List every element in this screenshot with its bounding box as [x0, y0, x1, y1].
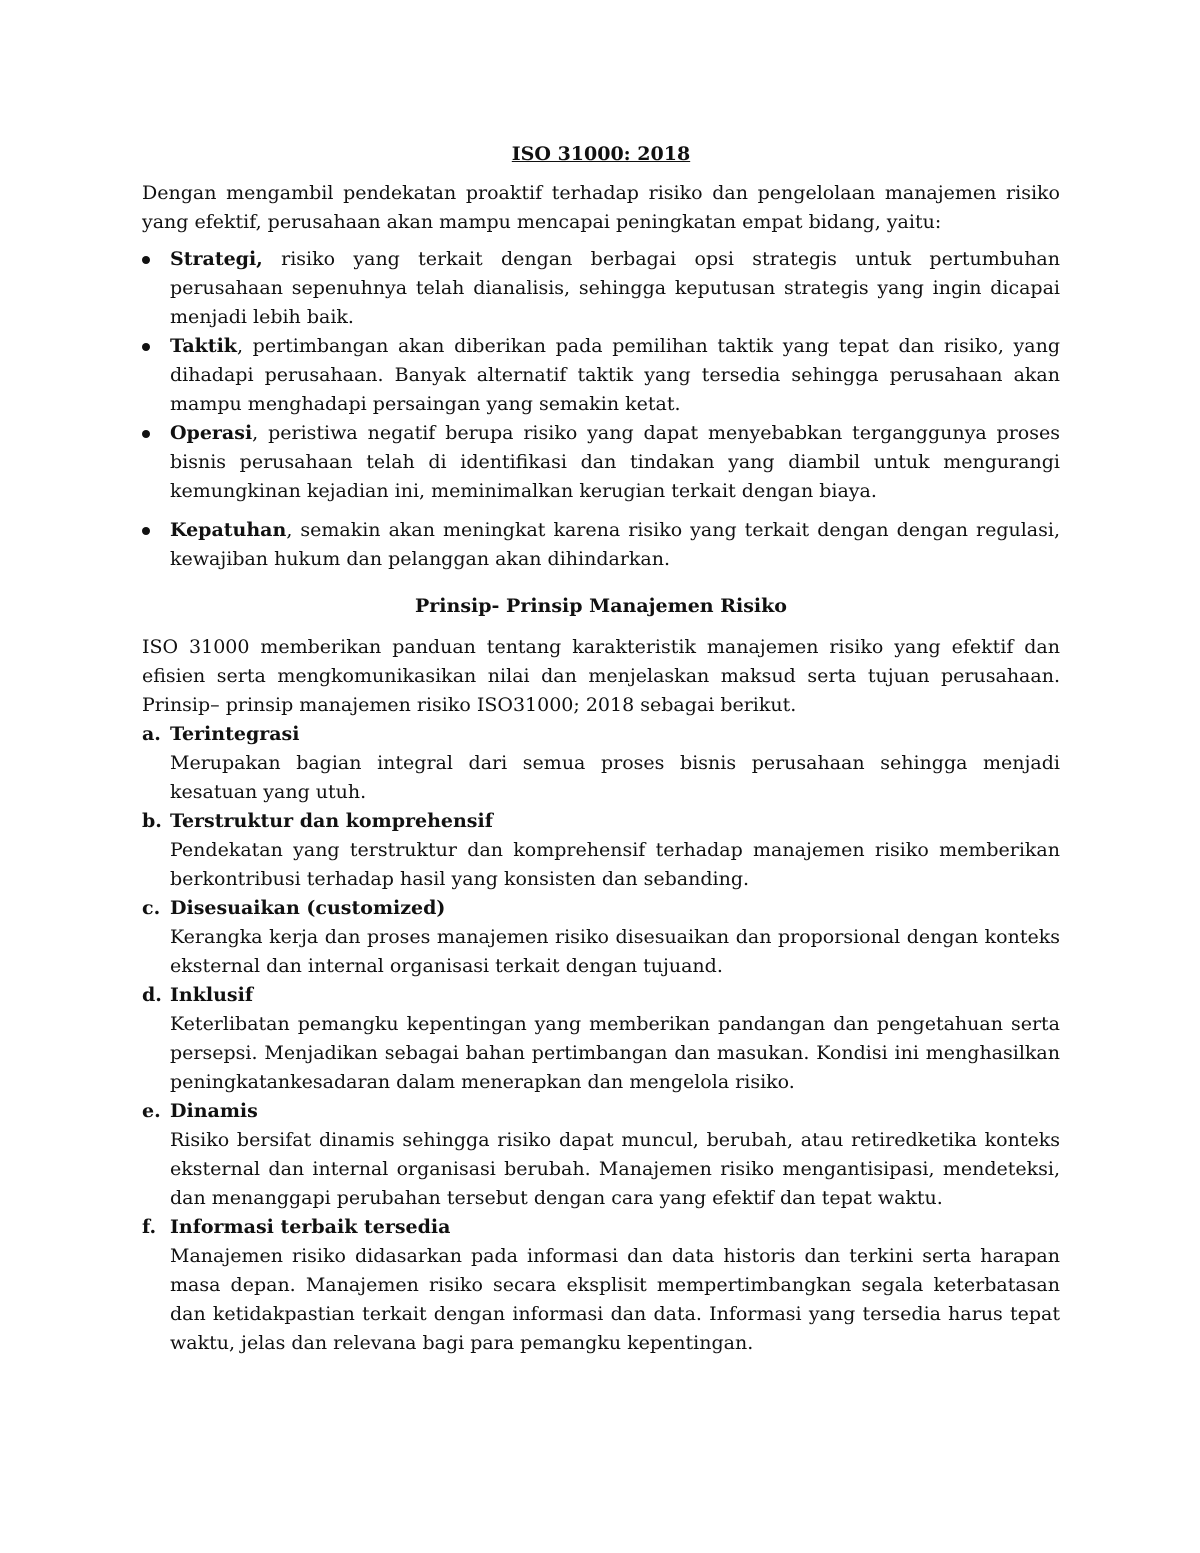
- principle-body: Merupakan bagian integral dari semua proses bisnis perusahaan sehingga menjadi kesatuan yang utuh.: [170, 752, 1060, 803]
- principle-body: Risiko bersifat dinamis sehingga risiko dapat muncul, berubah, atau retiredketika konteks eksternal dan internal organisasi berubah. Manajemen risiko mengantisipasi, mendeteksi, dan menanggapi perubahan tersebut dengan cara yang efektif dan tepat waktu.: [170, 1129, 1060, 1209]
- document-title: ISO 31000: 2018: [511, 143, 691, 165]
- intro-paragraph: Dengan mengambil pendekatan proaktif terhadap risiko dan pengelolaan manajemen risiko yang efektif, perusahaan akan mampu mencapai peningkatan empat bidang, yaitu:: [142, 182, 1060, 233]
- principle-heading: Inklusif: [170, 984, 253, 1006]
- principle-item: [142, 1213, 1060, 1358]
- principle-heading: Terstruktur dan komprehensif: [170, 810, 493, 832]
- bullet-icon: [142, 430, 150, 438]
- principle-body: Pendekatan yang terstruktur dan komprehensif terhadap manajemen risiko memberikan berkontribusi terhadap hasil yang konsisten dan sebanding.: [170, 839, 1060, 890]
- area-term: Taktik: [170, 335, 237, 357]
- principles-title: Prinsip- Prinsip Manajemen Risiko: [415, 595, 787, 617]
- area-item-taktik: [142, 332, 1060, 419]
- principle-heading: Terintegrasi: [170, 723, 300, 745]
- bullet-icon: [142, 256, 150, 264]
- principle-item: [142, 894, 1060, 981]
- principle-letter: d.: [142, 984, 162, 1006]
- principles-intro: ISO 31000 memberikan panduan tentang karakteristik manajemen risiko yang efektif dan efisien serta mengkomunikasikan nilai dan menjelaskan maksud serta tujuan perusahaan. Prinsip– prinsip manajemen risiko ISO31000; 2018 sebagai berikut.: [142, 636, 1060, 716]
- principle-letter: b.: [142, 810, 162, 832]
- principle-heading: Disesuaikan (customized): [170, 897, 446, 919]
- area-item-kepatuhan: [142, 516, 1060, 574]
- areas-list: [142, 245, 1060, 574]
- area-item-operasi: [142, 419, 1060, 506]
- principle-item: [142, 720, 1060, 807]
- area-term: Kepatuhan: [170, 519, 287, 541]
- area-term: Operasi: [170, 422, 253, 444]
- principle-item: [142, 807, 1060, 894]
- principle-letter: e.: [142, 1100, 161, 1122]
- principle-heading: Dinamis: [170, 1100, 258, 1122]
- area-item-strategi: [142, 245, 1060, 332]
- principle-heading: Informasi terbaik tersedia: [170, 1216, 451, 1238]
- bullet-icon: [142, 343, 150, 351]
- principle-letter: a.: [142, 723, 161, 745]
- area-text: , semakin akan meningkat karena risiko yang terkait dengan dengan regulasi, kewajiban hukum dan pelanggan akan dihindarkan.: [170, 519, 1060, 570]
- document-page: [142, 140, 1060, 1358]
- area-text: , pertimbangan akan diberikan pada pemilihan taktik yang tepat dan risiko, yang dihadapi perusahaan. Banyak alternatif taktik yang tersedia sehingga perusahaan akan mampu menghadapi persaingan yang semakin ketat.: [170, 335, 1060, 415]
- area-term: Strategi,: [170, 248, 263, 270]
- principle-body: Kerangka kerja dan proses manajemen risiko disesuaikan dan proporsional dengan konteks eksternal dan internal organisasi terkait dengan tujuand.: [170, 926, 1060, 977]
- principle-body: Keterlibatan pemangku kepentingan yang memberikan pandangan dan pengetahuan serta persepsi. Menjadikan sebagai bahan pertimbangan dan masukan. Kondisi ini menghasilkan peningkatankesadaran dalam menerapkan dan mengelola risiko.: [170, 1013, 1060, 1093]
- principle-item: [142, 1097, 1060, 1213]
- principle-body: Manajemen risiko didasarkan pada informasi dan data historis dan terkini serta harapan masa depan. Manajemen risiko secara eksplisit mempertimbangkan segala keterbatasan dan ketidakpastian terkait dengan informasi dan data. Informasi yang tersedia harus tepat waktu, jelas dan relevana bagi para pemangku kepentingan.: [170, 1245, 1060, 1354]
- principle-item: [142, 981, 1060, 1097]
- bullet-icon: [142, 527, 150, 535]
- principles-list: [142, 720, 1060, 1358]
- principle-letter: f.: [142, 1216, 157, 1238]
- area-text: , peristiwa negatif berupa risiko yang dapat menyebabkan terganggunya proses bisnis perusahaan telah di identifikasi dan tindakan yang diambil untuk mengurangi kemungkinan kejadian ini, meminimalkan kerugian terkait dengan biaya.: [170, 422, 1060, 502]
- area-text: risiko yang terkait dengan berbagai opsi strategis untuk pertumbuhan perusahaan sepenuhnya telah dianalisis, sehingga keputusan strategis yang ingin dicapai menjadi lebih baik.: [170, 248, 1060, 328]
- principle-letter: c.: [142, 897, 161, 919]
